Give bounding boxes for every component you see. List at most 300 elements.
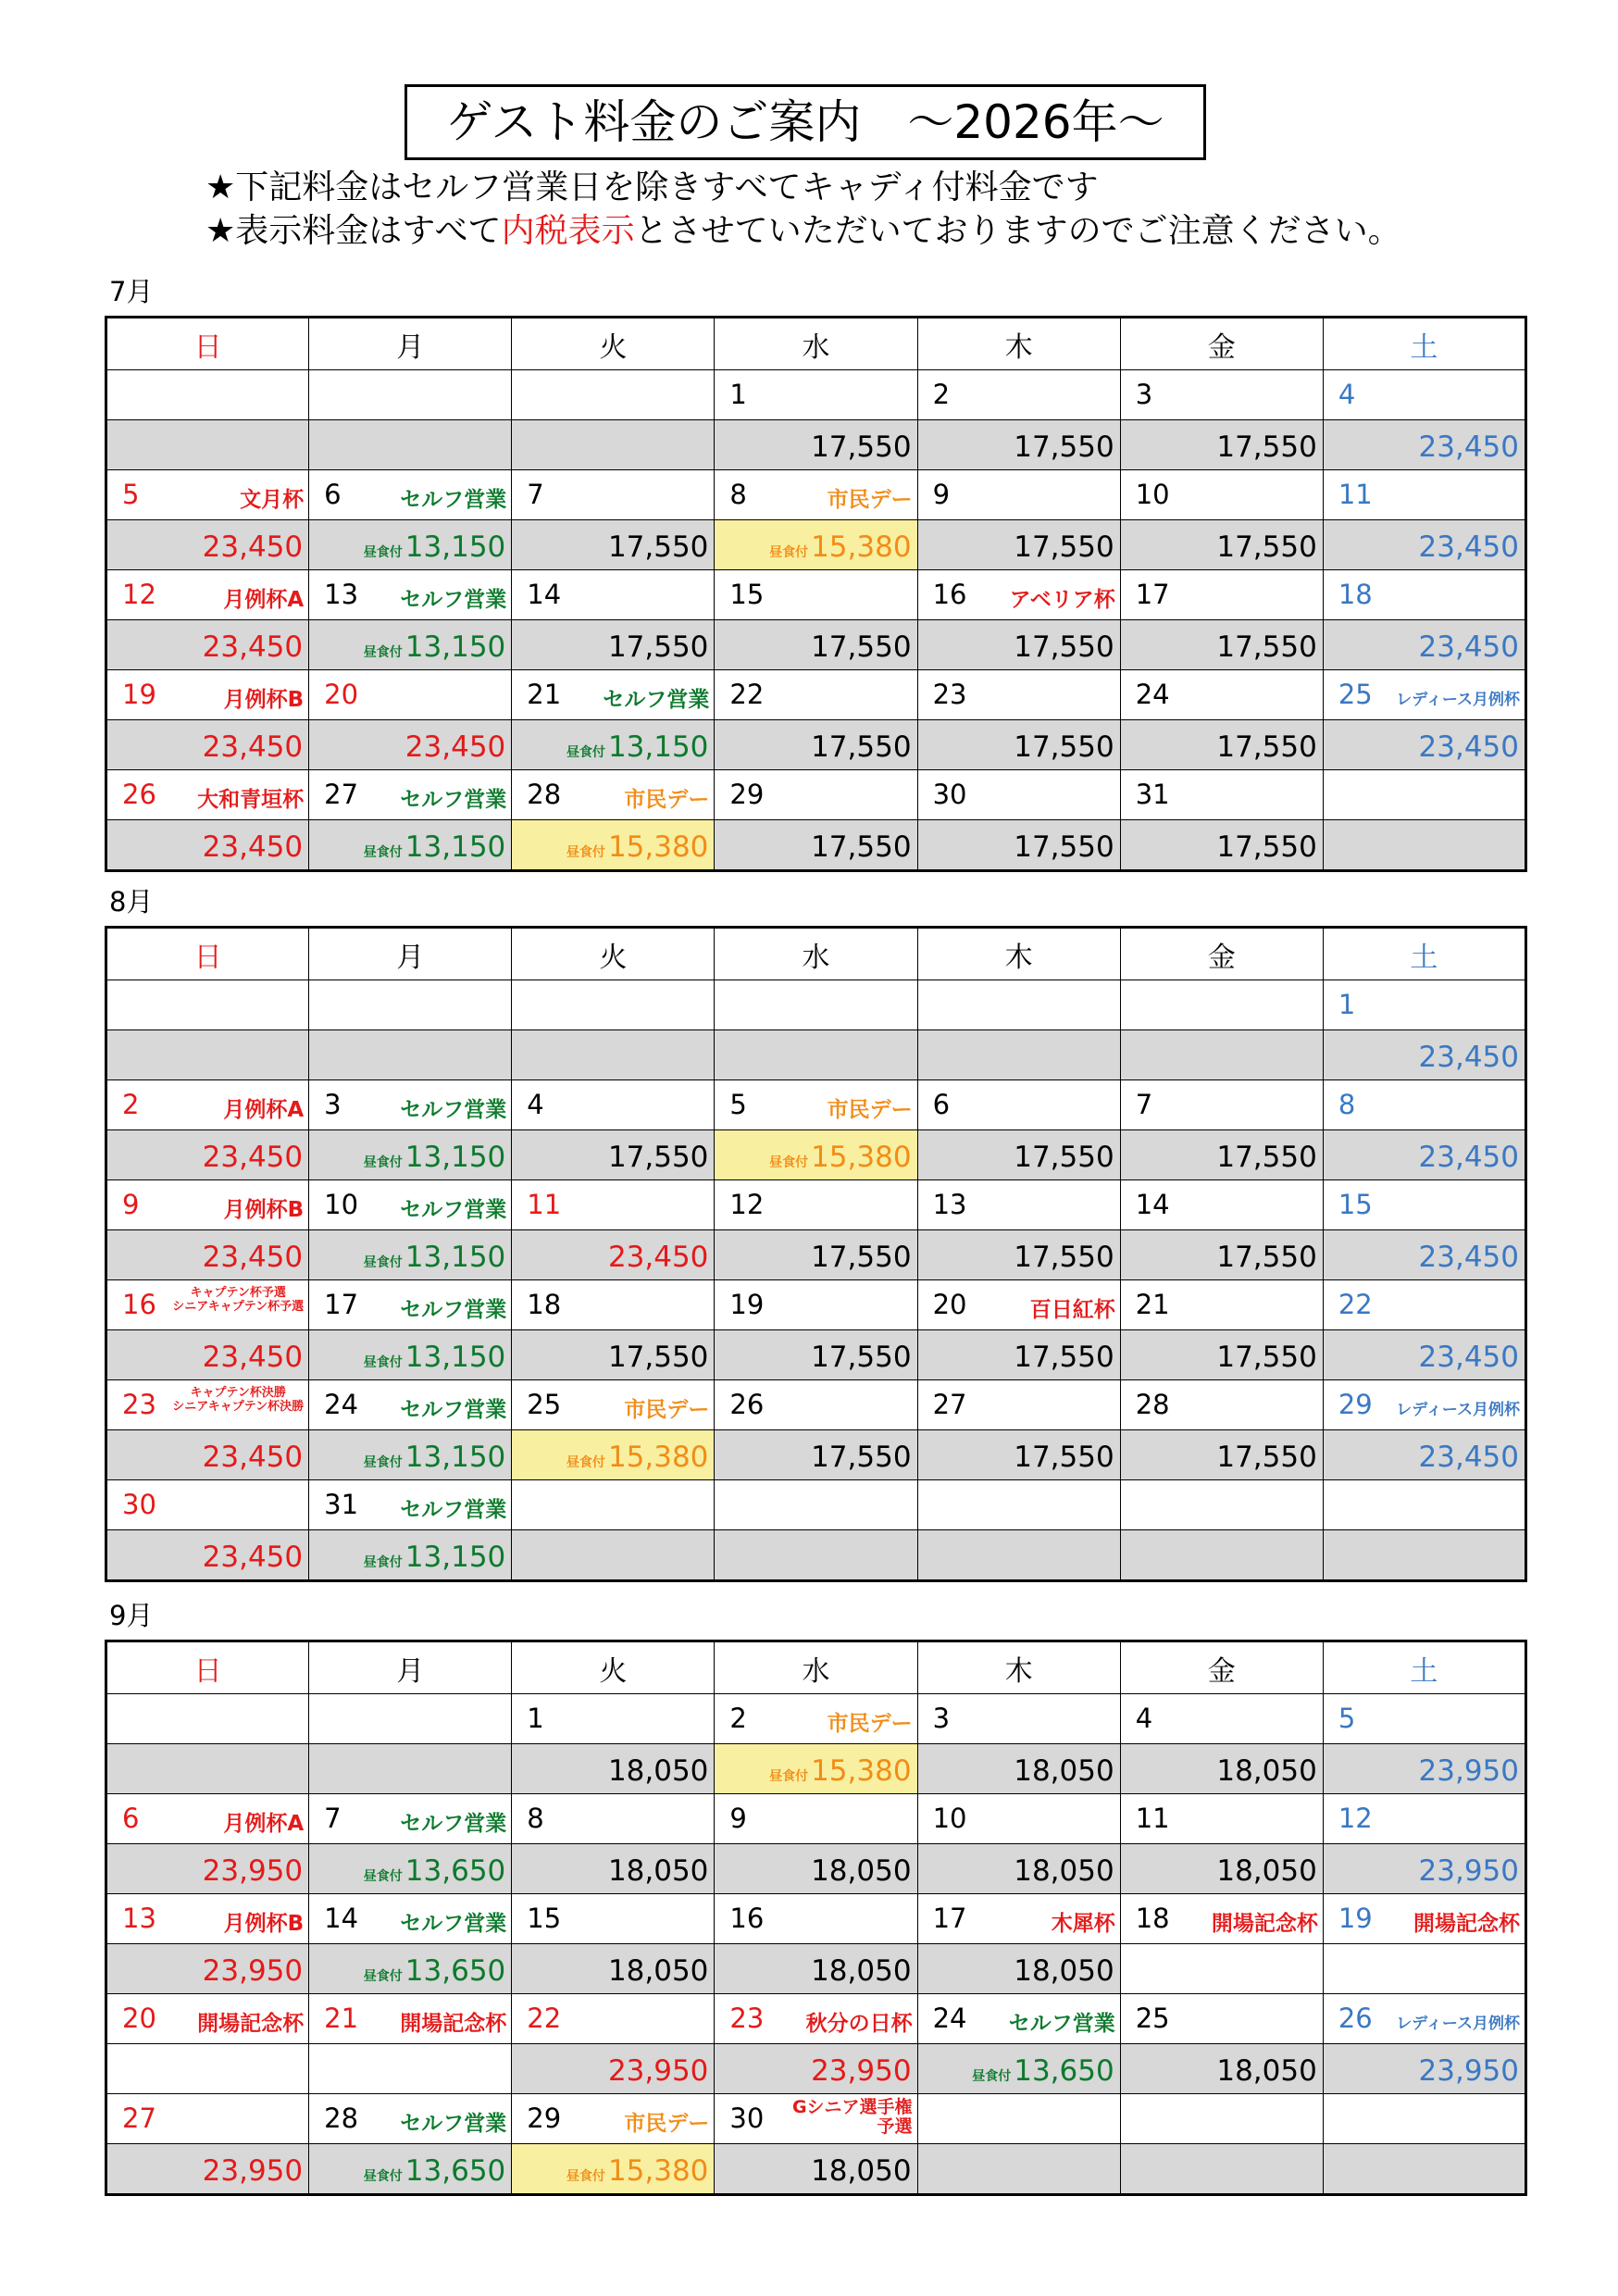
price-amount: 17,550 xyxy=(1014,630,1114,664)
day-cell xyxy=(512,1480,715,1530)
price-value xyxy=(1216,2054,1316,2088)
event-label: 市民デー xyxy=(624,2112,710,2136)
week-row-dates xyxy=(106,470,1526,520)
price-cell xyxy=(309,1844,512,1894)
day-cell xyxy=(917,1280,1120,1330)
price-value xyxy=(1014,1141,1114,1174)
price-amount: 23,450 xyxy=(607,1241,709,1274)
price-amount: 18,050 xyxy=(1216,1754,1317,1788)
day-cell xyxy=(715,1180,917,1230)
price-amount: 13,150 xyxy=(404,1241,506,1274)
price-value xyxy=(1216,630,1316,664)
day-number: 30 xyxy=(932,779,967,810)
price-amount: 18,050 xyxy=(811,2154,912,2188)
price-value xyxy=(769,1754,911,1788)
price-cell xyxy=(1323,520,1525,570)
price-cell xyxy=(1323,2044,1525,2094)
day-number: 22 xyxy=(527,2003,562,2034)
day-cell xyxy=(1120,1694,1323,1744)
day-cell xyxy=(1323,670,1525,720)
week-row-prices xyxy=(106,1744,1526,1794)
price-cell xyxy=(1323,1430,1525,1480)
event-label: 開場記念杯 xyxy=(197,2012,305,2036)
price-cell xyxy=(1323,820,1525,871)
day-number: 4 xyxy=(527,1089,544,1120)
lunch-included-label: 昼食付 xyxy=(363,1455,403,1470)
day-number: 31 xyxy=(324,1489,359,1520)
price-amount: 23,450 xyxy=(1418,1441,1519,1474)
lunch-included-label: 昼食付 xyxy=(363,2169,403,2184)
price-cell xyxy=(106,1944,309,1994)
day-cell xyxy=(1323,570,1525,620)
day-number: 27 xyxy=(932,1389,967,1420)
day-cell xyxy=(917,570,1120,620)
price-cell xyxy=(1323,420,1525,470)
price-value xyxy=(608,1854,708,1888)
price-amount: 23,450 xyxy=(1418,1241,1519,1274)
month-label-july: 7月 xyxy=(109,276,154,307)
price-cell xyxy=(106,1130,309,1180)
day-number: 16 xyxy=(932,579,967,610)
day-number: 18 xyxy=(527,1289,562,1320)
lunch-included-label: 昼食付 xyxy=(363,1869,403,1884)
price-cell xyxy=(512,520,715,570)
price-amount: 17,550 xyxy=(811,1341,912,1374)
event-label-line: シニアキャプテン杯予選 xyxy=(172,1300,305,1314)
weekday-header: 火 xyxy=(512,1641,715,1694)
price-cell xyxy=(512,1744,715,1794)
price-value xyxy=(364,1541,505,1574)
price-value xyxy=(608,1754,708,1788)
week-row-prices xyxy=(106,1430,1526,1480)
lunch-included-label: 昼食付 xyxy=(566,845,605,860)
price-amount: 18,050 xyxy=(1014,1954,1114,1988)
price-cell xyxy=(917,1330,1120,1380)
day-cell xyxy=(309,1994,512,2044)
price-value xyxy=(608,1241,708,1274)
week-row-prices xyxy=(106,720,1526,770)
day-number: 10 xyxy=(932,1803,967,1834)
day-cell xyxy=(1120,570,1323,620)
week-row-prices xyxy=(106,420,1526,470)
price-cell xyxy=(917,2044,1120,2094)
price-value xyxy=(566,730,708,764)
day-cell xyxy=(512,1180,715,1230)
price-value xyxy=(1419,1141,1519,1174)
price-cell xyxy=(715,1230,917,1280)
day-cell xyxy=(1120,980,1323,1030)
price-value xyxy=(203,1241,303,1274)
day-cell xyxy=(106,770,309,820)
weekday-header: 水 xyxy=(715,928,917,980)
price-amount: 17,550 xyxy=(1014,1341,1114,1374)
event-label xyxy=(172,1386,304,1414)
week-row-dates xyxy=(106,1794,1526,1844)
price-amount: 13,650 xyxy=(404,2154,506,2188)
day-cell xyxy=(1323,980,1525,1030)
event-label: セルフ営業 xyxy=(400,1298,507,1322)
week-row-prices xyxy=(106,2044,1526,2094)
weekday-header: 金 xyxy=(1120,318,1323,370)
day-cell xyxy=(309,1694,512,1744)
price-value xyxy=(364,1141,505,1174)
event-label: 開場記念杯 xyxy=(400,2012,507,2036)
event-label: レディース月例杯 xyxy=(1396,1401,1520,1419)
weekday-header: 水 xyxy=(715,1641,917,1694)
day-number: 10 xyxy=(1135,479,1170,510)
price-cell xyxy=(106,1330,309,1380)
price-value xyxy=(811,730,911,764)
day-cell xyxy=(1120,470,1323,520)
day-cell xyxy=(309,470,512,520)
event-label: 市民デー xyxy=(827,1712,913,1736)
day-cell xyxy=(917,1894,1120,1944)
day-number: 29 xyxy=(729,779,765,810)
price-amount: 17,550 xyxy=(811,430,912,464)
price-amount: 13,150 xyxy=(607,730,709,764)
event-label: 開場記念杯 xyxy=(1211,1912,1318,1936)
day-number: 13 xyxy=(324,579,359,610)
day-cell xyxy=(512,1080,715,1130)
day-number: 23 xyxy=(122,1389,156,1420)
price-value xyxy=(1014,830,1114,864)
day-number: 12 xyxy=(1338,1803,1373,1834)
weekday-header: 土 xyxy=(1323,1641,1525,1694)
price-amount: 15,380 xyxy=(811,1141,912,1174)
event-label: 文月杯 xyxy=(240,488,305,512)
price-amount: 17,550 xyxy=(1014,830,1114,864)
price-cell xyxy=(1323,720,1525,770)
day-number: 3 xyxy=(932,1703,951,1734)
day-number: 2 xyxy=(122,1089,140,1120)
price-cell xyxy=(309,820,512,871)
day-cell xyxy=(1323,1180,1525,1230)
price-value xyxy=(1419,430,1519,464)
day-number: 20 xyxy=(932,1289,967,1320)
price-value xyxy=(769,530,911,564)
week-row-prices xyxy=(106,1330,1526,1380)
note-caddie: ★下記料金はセルフ営業日を除きすべてキャディ付料金です xyxy=(205,168,1099,206)
price-cell xyxy=(512,1130,715,1180)
day-cell xyxy=(917,370,1120,420)
weekday-header: 月 xyxy=(309,318,512,370)
week-row-dates xyxy=(106,980,1526,1030)
price-amount: 13,150 xyxy=(404,530,506,564)
price-cell xyxy=(1120,720,1323,770)
price-cell xyxy=(309,1530,512,1581)
price-value xyxy=(364,2154,505,2188)
day-number: 26 xyxy=(1338,2003,1373,2034)
price-amount: 17,550 xyxy=(811,830,912,864)
price-value xyxy=(1014,430,1114,464)
day-number: 2 xyxy=(729,1703,747,1734)
day-cell xyxy=(106,1480,309,1530)
price-value xyxy=(1216,1141,1316,1174)
price-value xyxy=(1014,1341,1114,1374)
price-amount: 23,950 xyxy=(1418,1854,1519,1888)
price-value xyxy=(811,1954,911,1988)
day-cell xyxy=(106,1380,309,1430)
price-amount: 23,450 xyxy=(1418,730,1519,764)
event-label: 市民デー xyxy=(624,788,710,812)
day-cell xyxy=(715,670,917,720)
day-cell xyxy=(917,1794,1120,1844)
price-cell xyxy=(917,520,1120,570)
day-cell xyxy=(106,370,309,420)
page-title: ゲスト料金のご案内 ～2026年～ xyxy=(404,84,1206,160)
price-value xyxy=(811,2154,911,2188)
day-cell xyxy=(1120,1380,1323,1430)
weekday-header: 木 xyxy=(917,928,1120,980)
price-value xyxy=(364,1341,505,1374)
day-number: 15 xyxy=(729,579,765,610)
price-cell xyxy=(715,820,917,871)
event-label: 月例杯A xyxy=(223,1098,305,1122)
day-cell xyxy=(715,1480,917,1530)
lunch-included-label: 昼食付 xyxy=(769,1155,809,1170)
price-cell xyxy=(1120,1744,1323,1794)
price-cell xyxy=(309,1430,512,1480)
day-cell xyxy=(106,1894,309,1944)
price-cell xyxy=(917,620,1120,670)
event-label: 月例杯B xyxy=(223,688,305,712)
price-cell xyxy=(1120,1230,1323,1280)
price-cell xyxy=(309,1744,512,1794)
price-cell xyxy=(1323,1030,1525,1080)
price-amount: 23,950 xyxy=(202,2154,304,2188)
day-cell xyxy=(106,2094,309,2144)
price-amount: 13,150 xyxy=(404,1441,506,1474)
day-cell xyxy=(309,2094,512,2144)
price-cell xyxy=(1120,520,1323,570)
price-cell xyxy=(917,1430,1120,1480)
day-number: 25 xyxy=(527,1389,562,1420)
price-amount: 23,950 xyxy=(811,2054,912,2088)
price-cell xyxy=(917,1744,1120,1794)
event-label: セルフ営業 xyxy=(400,788,507,812)
price-value xyxy=(1216,1754,1316,1788)
price-value xyxy=(1216,530,1316,564)
price-cell xyxy=(512,620,715,670)
price-value xyxy=(203,530,303,564)
price-value xyxy=(1216,730,1316,764)
price-value xyxy=(203,630,303,664)
event-label: 開場記念杯 xyxy=(1413,1912,1520,1936)
price-amount: 18,050 xyxy=(607,1754,709,1788)
price-value xyxy=(811,1341,911,1374)
day-number: 29 xyxy=(1338,1389,1373,1420)
day-cell xyxy=(1323,1794,1525,1844)
day-cell xyxy=(106,1180,309,1230)
price-amount: 15,380 xyxy=(607,1441,709,1474)
price-cell xyxy=(1323,2144,1525,2195)
price-cell xyxy=(1120,820,1323,871)
weekday-header: 木 xyxy=(917,318,1120,370)
day-number: 26 xyxy=(122,779,156,810)
day-cell xyxy=(512,470,715,520)
price-cell xyxy=(917,1844,1120,1894)
day-cell xyxy=(917,1380,1120,1430)
day-cell xyxy=(715,1280,917,1330)
price-cell xyxy=(1120,620,1323,670)
price-cell xyxy=(106,1430,309,1480)
price-cell xyxy=(917,720,1120,770)
day-cell xyxy=(715,1380,917,1430)
calendar-july xyxy=(105,316,1527,872)
price-cell xyxy=(715,420,917,470)
price-amount: 17,550 xyxy=(1014,430,1114,464)
day-cell xyxy=(715,1794,917,1844)
price-cell xyxy=(106,820,309,871)
day-cell xyxy=(917,1080,1120,1130)
price-amount: 18,050 xyxy=(1216,2054,1317,2088)
price-value xyxy=(811,2054,911,2088)
price-amount: 13,150 xyxy=(404,630,506,664)
price-cell xyxy=(1120,1530,1323,1581)
price-cell xyxy=(715,1130,917,1180)
month-label-september: 9月 xyxy=(109,1600,154,1631)
price-cell xyxy=(917,1030,1120,1080)
week-row-prices xyxy=(106,520,1526,570)
day-cell xyxy=(309,1480,512,1530)
price-value xyxy=(1419,730,1519,764)
day-number: 20 xyxy=(324,679,359,710)
price-cell xyxy=(715,720,917,770)
day-number: 17 xyxy=(932,1903,967,1934)
price-amount: 23,450 xyxy=(202,730,304,764)
price-cell xyxy=(1323,1944,1525,1994)
price-cell xyxy=(512,820,715,871)
price-cell xyxy=(106,420,309,470)
weekday-header: 日 xyxy=(106,928,309,980)
day-number: 12 xyxy=(729,1189,765,1220)
day-number: 10 xyxy=(324,1189,359,1220)
price-cell xyxy=(106,520,309,570)
price-amount: 13,650 xyxy=(1014,2054,1114,2088)
week-row-prices xyxy=(106,1030,1526,1080)
price-value xyxy=(203,830,303,864)
day-number: 17 xyxy=(324,1289,359,1320)
event-label: アベリア杯 xyxy=(1009,588,1115,612)
day-cell xyxy=(309,670,512,720)
lunch-included-label: 昼食付 xyxy=(363,645,403,660)
event-label: セルフ営業 xyxy=(400,1098,507,1122)
event-label: セルフ営業 xyxy=(400,1912,507,1936)
weekday-header: 土 xyxy=(1323,928,1525,980)
day-number: 28 xyxy=(1135,1389,1170,1420)
price-value xyxy=(1014,730,1114,764)
price-amount: 13,150 xyxy=(404,1141,506,1174)
day-cell xyxy=(1323,1480,1525,1530)
price-amount: 23,450 xyxy=(202,630,304,664)
price-amount: 17,550 xyxy=(1014,1441,1114,1474)
day-number: 9 xyxy=(122,1189,140,1220)
day-number: 23 xyxy=(729,2003,765,2034)
day-cell xyxy=(309,1894,512,1944)
price-cell xyxy=(715,1330,917,1380)
note-tax xyxy=(205,211,1401,252)
day-cell xyxy=(715,470,917,520)
price-cell xyxy=(715,1430,917,1480)
price-value xyxy=(1014,1441,1114,1474)
day-cell xyxy=(917,470,1120,520)
day-number: 30 xyxy=(729,2103,765,2134)
calendar-september xyxy=(105,1640,1527,2196)
day-cell xyxy=(106,570,309,620)
price-cell xyxy=(1323,1530,1525,1581)
day-number: 1 xyxy=(527,1703,544,1734)
day-number: 15 xyxy=(1338,1189,1373,1220)
day-cell xyxy=(512,570,715,620)
week-row-dates xyxy=(106,1380,1526,1430)
price-value xyxy=(1216,830,1316,864)
price-value xyxy=(972,2054,1114,2088)
price-value xyxy=(608,630,708,664)
week-row-dates xyxy=(106,570,1526,620)
weekday-header: 月 xyxy=(309,928,512,980)
day-number: 7 xyxy=(324,1803,342,1834)
event-label: セルフ営業 xyxy=(400,488,507,512)
day-number: 12 xyxy=(122,579,156,610)
week-row-prices xyxy=(106,820,1526,871)
price-amount: 18,050 xyxy=(1014,1854,1114,1888)
price-amount: 23,450 xyxy=(1418,530,1519,564)
day-number: 16 xyxy=(122,1289,156,1320)
lunch-included-label: 昼食付 xyxy=(363,1355,403,1370)
price-amount: 17,550 xyxy=(1014,730,1114,764)
day-number: 28 xyxy=(527,779,562,810)
price-value xyxy=(1014,1754,1114,1788)
day-cell xyxy=(309,1794,512,1844)
day-cell xyxy=(1120,1794,1323,1844)
day-cell xyxy=(917,670,1120,720)
day-number: 28 xyxy=(324,2103,359,2134)
price-cell xyxy=(917,820,1120,871)
day-number: 2 xyxy=(932,379,951,410)
price-value xyxy=(811,630,911,664)
day-cell xyxy=(1323,1380,1525,1430)
price-value xyxy=(1216,430,1316,464)
price-value xyxy=(608,1954,708,1988)
day-cell xyxy=(512,1794,715,1844)
price-cell xyxy=(309,1130,512,1180)
day-cell xyxy=(309,570,512,620)
price-cell xyxy=(309,2144,512,2195)
price-amount: 15,380 xyxy=(607,830,709,864)
price-value xyxy=(566,830,708,864)
lunch-included-label: 昼食付 xyxy=(363,1969,403,1984)
price-amount: 17,550 xyxy=(1216,1241,1317,1274)
day-cell xyxy=(1120,1994,1323,2044)
day-cell xyxy=(512,1894,715,1944)
price-value xyxy=(203,730,303,764)
day-cell xyxy=(1323,470,1525,520)
price-amount: 23,450 xyxy=(202,1441,304,1474)
lunch-included-label: 昼食付 xyxy=(972,2069,1012,2084)
day-number: 13 xyxy=(932,1189,967,1220)
weekday-header: 金 xyxy=(1120,928,1323,980)
price-amount: 17,550 xyxy=(1216,830,1317,864)
day-number: 6 xyxy=(932,1089,951,1120)
price-value xyxy=(364,530,505,564)
day-number: 18 xyxy=(1135,1903,1170,1934)
price-cell xyxy=(309,520,512,570)
day-cell xyxy=(309,370,512,420)
day-cell xyxy=(1323,2094,1525,2144)
price-amount: 17,550 xyxy=(811,1441,912,1474)
price-amount: 17,550 xyxy=(1216,630,1317,664)
price-cell xyxy=(106,620,309,670)
